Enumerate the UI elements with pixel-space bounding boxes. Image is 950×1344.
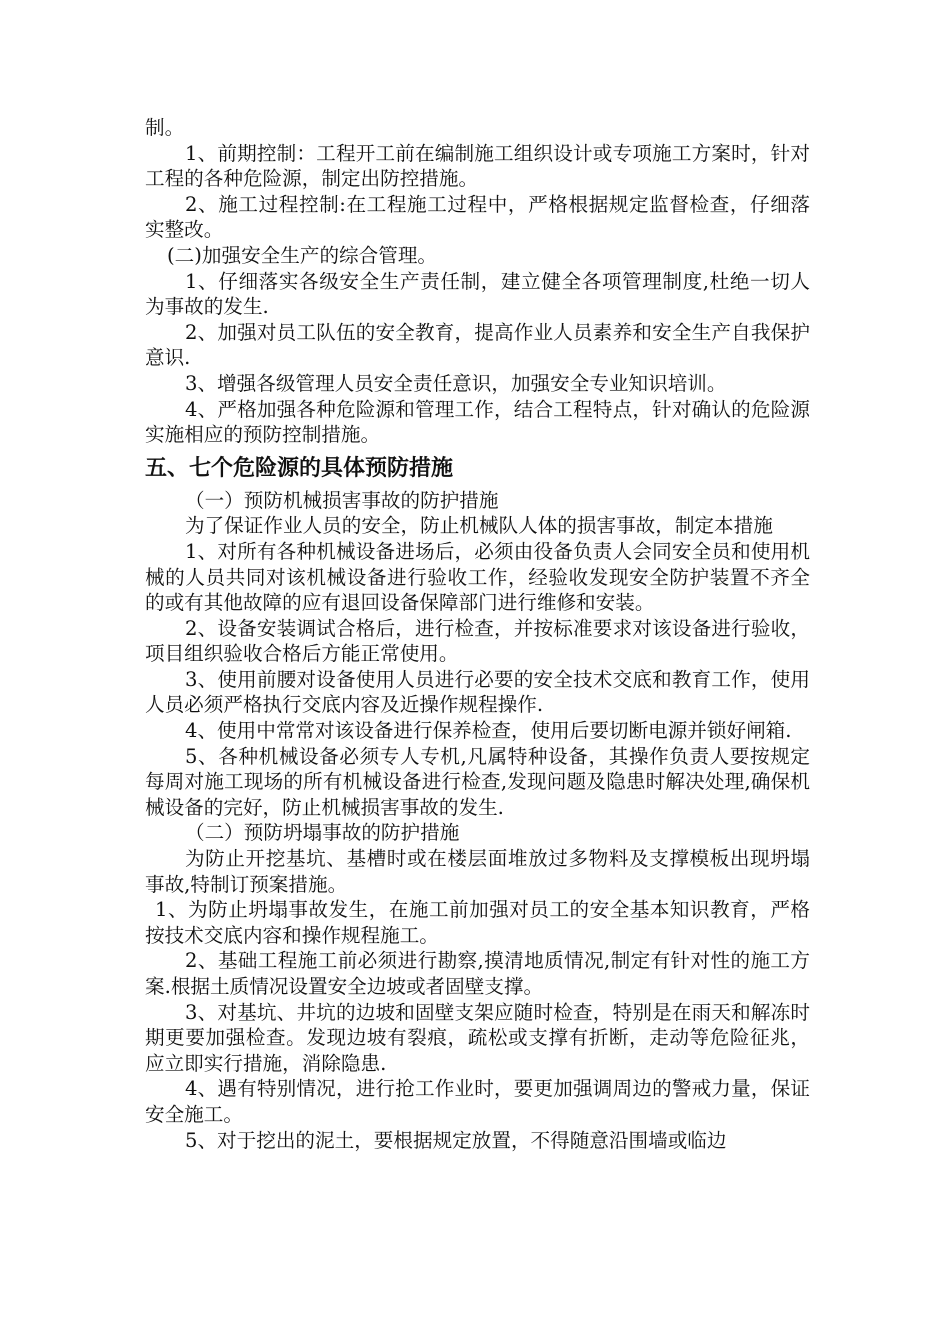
paragraph: 2、基础工程施工前必须进行勘察,摸清地质情况,制定有针对性的施工方案.根据土质情况设置安全边坡或者固壁支撑。	[145, 949, 810, 998]
paragraph: 2、设备安装调试合格后，进行检查，并按标准要求对该设备进行验收，项目组织验收合格后方能正常使用。	[145, 616, 810, 666]
paragraph: 1、前期控制：工程开工前在编制施工组织设计或专项施工方案时，针对工程的各种危险源，制定出防控措施。	[145, 141, 810, 191]
paragraph: 2、施工过程控制:在工程施工过程中，严格根据规定监督检查，仔细落实整改。	[145, 192, 810, 242]
paragraph: 3、增强各级管理人员安全责任意识，加强安全专业知识培训。	[185, 371, 727, 395]
paragraph: 1、仔细落实各级安全生产责任制，建立健全各项管理制度,杜绝一切人为事故的发生.	[145, 269, 810, 319]
subsection-heading: （二）预防坍塌事故的防护措施	[185, 821, 460, 845]
paragraph: 4、遇有特别情况，进行抢工作业时，要更加强调周边的警戒力量，保证安全施工。	[145, 1077, 810, 1126]
paragraph: 1、为防止坍塌事故发生，在施工前加强对员工的安全基本知识教育，严格按技术交底内容和操作规程施工。	[145, 898, 810, 947]
paragraph: 为了保证作业人员的安全，防止机械队人体的损害事故，制定本措施	[185, 514, 773, 538]
paragraph: 3、使用前腰对设备使用人员进行必要的安全技术交底和教育工作，使用人员必须严格执行交底内容及近操作规程操作.	[145, 667, 810, 717]
paragraph: 制。	[145, 116, 185, 139]
paragraph: 4、使用中常常对该设备进行保养检查，使用后要切断电源并锁好闸箱.	[185, 719, 792, 743]
paragraph: 3、对基坑、井坑的边坡和固壁支架应随时检查，特别是在雨天和解冻时期更要加强检查。发现边坡有裂痕，疏松或支撑有折断，走动等危险征兆，应立即实行措施，消除隐患.	[145, 1000, 810, 1075]
subsection-heading: (二)加强安全生产的综合管理。	[167, 243, 438, 267]
paragraph: 5、各种机械设备必须专人专机,凡属特种设备，其操作负责人要按规定每周对施工现场的所有机械设备进行检查,发现问题及隐患时解决处理,确保机械设备的完好，防止机械损害事故的发生.	[145, 744, 810, 819]
paragraph: 4、严格加强各种危险源和管理工作，结合工程特点，针对确认的危险源实施相应的预防控制措施。	[145, 397, 810, 447]
subsection-heading: （一）预防机械损害事故的防护措施	[185, 488, 499, 512]
section-heading: 五、七个危险源的具体预防措施	[145, 455, 454, 481]
paragraph: 1、对所有各种机械设备进场后，必须由役备负责人会同安全员和使用机械的人员共同对该机械设备进行验收工作，经验收发现安全防护装置不齐全的或有其他故障的应有退回设备保障部门进行维修和安装。	[145, 539, 810, 615]
paragraph: 2、加强对员工队伍的安全教育，提高作业人员素养和安全生产自我保护意识.	[145, 320, 810, 370]
paragraph: 为防止开挖基坑、基槽时或在楼层面堆放过多物料及支撑模板出现坍塌事故,特制订预案措施。	[145, 847, 810, 896]
document-body	[145, 115, 810, 1153]
paragraph: 5、对于挖出的泥土，要根据规定放置，不得随意沿围墙或临边	[185, 1128, 727, 1152]
